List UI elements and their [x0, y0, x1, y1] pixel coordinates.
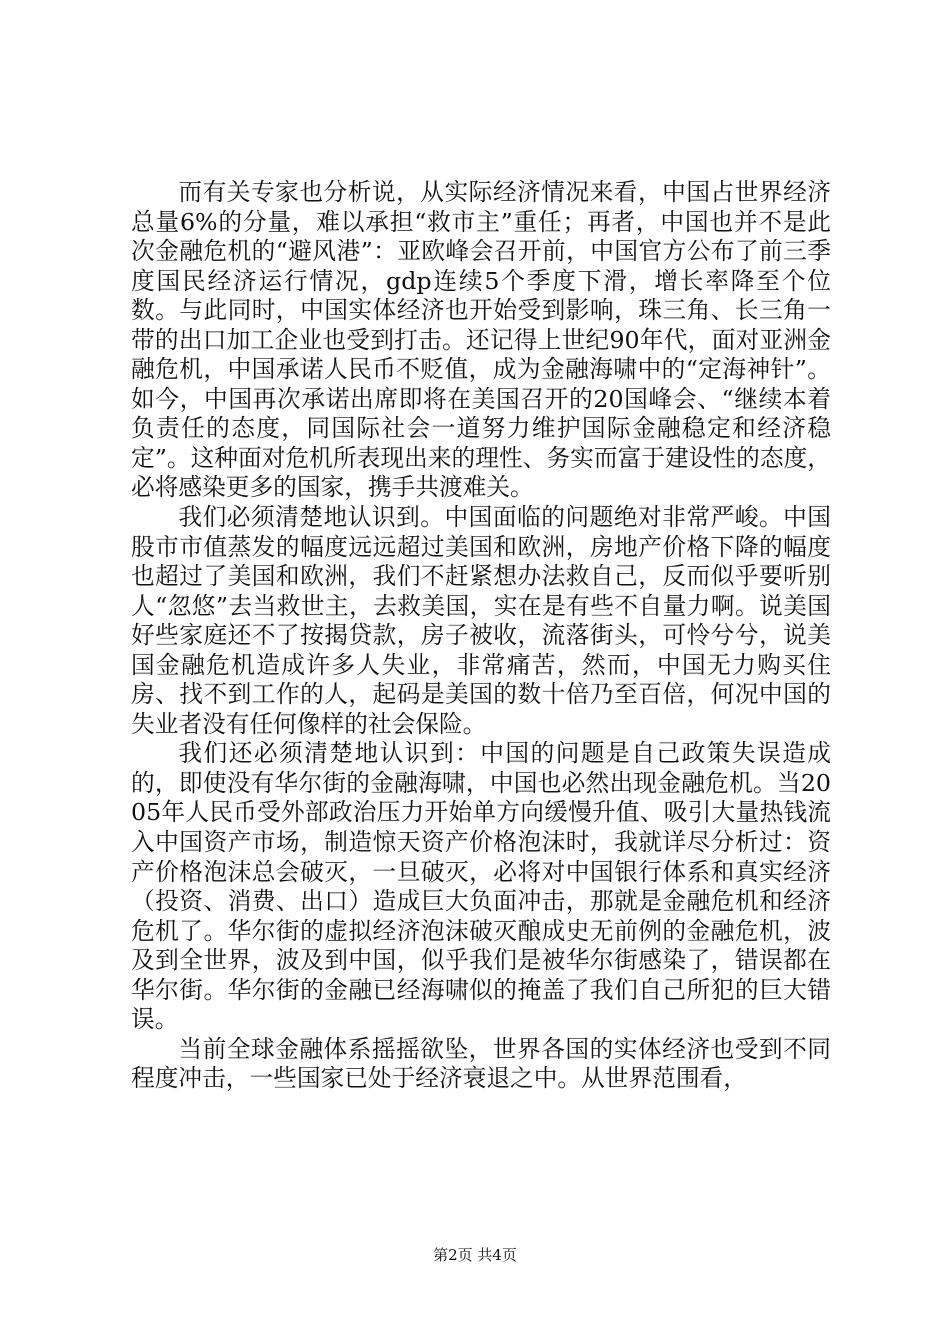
page-number: 第2页: [433, 1246, 473, 1264]
paragraph-3: 我们还必须清楚地认识到：中国的问题是自己政策失误造成的，即使没有华尔街的金融海啸，中国也必然出现金融危机。当2005年人民币受外部政治压力开始单方向缓慢升值、吸引大量热钱流入中国资产市场，制造惊天资产价格泡沫时，我就详尽分析过：资产价格泡沫总会破灭，一旦破灭，必将对中国银行体系和真实经济（投资、消费、出口）造成巨大负面冲击，那就是金融危机和经济危机了。华尔街的虚拟经济泡沫破灭酿成史无前例的金融危机，波及到全世界，波及到中国，似乎我们是被华尔街感染了，错误都在华尔街。华尔街的金融已经海啸似的掩盖了我们自己所犯的巨大错误。: [131, 739, 831, 1034]
document-body: [131, 178, 831, 1094]
page-total: 共4页: [477, 1246, 517, 1264]
paragraph-1: 而有关专家也分析说，从实际经济情况来看，中国占世界经济总量6%的分量，难以承担“救市主”重任；再者，中国也并不是此次金融危机的“避风港”：亚欧峰会召开前，中国官方公布了前三季度国民经济运行情况，gdp连续5个季度下滑，增长率降至个位数。与此同时，中国实体经济也开始受到影响，珠三角、长三角一带的出口加工企业也受到打击。还记得上世纪90年代，面对亚洲金融危机，中国承诺人民币不贬值，成为金融海啸中的“定海神针”。如今，中国再次承诺出席即将在美国召开的20国峰会、“继续本着负责任的态度，同国际社会一道努力维护国际金融稳定和经济稳定”。这种面对危机所表现出来的理性、务实而富于建设性的态度，必将感染更多的国家，携手共渡难关。: [131, 178, 831, 502]
page-footer: [0, 1246, 950, 1264]
paragraph-4: 当前全球金融体系摇摇欲坠，世界各国的实体经济也受到不同程度冲击，一些国家已处于经济衰退之中。从世界范围看，: [131, 1034, 831, 1093]
paragraph-2: 我们必须清楚地认识到。中国面临的问题绝对非常严峻。中国股市市值蒸发的幅度远远超过美国和欧洲，房地产价格下降的幅度也超过了美国和欧洲，我们不赶紧想办法救自己，反而似乎要听别人“忽悠”去当救世主，去救美国，实在是有些不自量力啊。说美国好些家庭还不了按揭贷款，房子被收，流落街头，可怜兮兮，说美国金融危机造成许多人失业，非常痛苦，然而，中国无力购买住房、找不到工作的人，起码是美国的数十倍乃至百倍，何况中国的失业者没有任何像样的社会保险。: [131, 503, 831, 738]
